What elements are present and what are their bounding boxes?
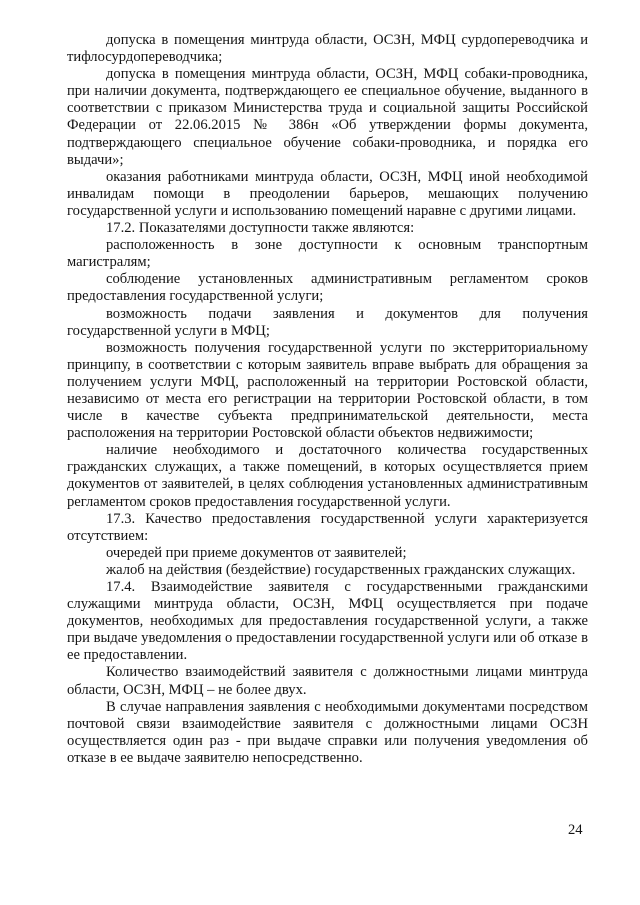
- paragraph-13: 17.4. Взаимодействие заявителя с государственными гражданскими служащими минтруда области, ОСЗН, МФЦ осуществляется при подаче документов, необходимых для предоставления государственной услуги, а также при выдаче уведомления о предоставлении государственной услуги или об отказе в ее предоставлении.: [67, 579, 588, 664]
- paragraph-2: допуска в помещения минтруда области, ОСЗН, МФЦ собаки-проводника, при наличии документа, подтверждающего ее специальное обучение, выданного в соответствии с приказом Министерства труда и социальной защиты Российской Федерации от 22.06.2015 № 386н «Об утверждении формы документа, подтверждающего специальное обучение собаки-проводника, и порядка его выдачи»;: [67, 66, 588, 168]
- paragraph-15: В случае направления заявления с необходимыми документами посредством почтовой связи взаимодействие заявителя с должностными лицами ОСЗН осуществляется один раз - при выдаче справки или получения уведомления об отказе в ее выдаче заявителю непосредственно.: [67, 698, 588, 766]
- paragraph-9: наличие необходимого и достаточного количества государственных гражданских служащих, а также помещений, в которых осуществляется прием документов от заявителей, в целях соблюдения установленных административным регламентом сроков предоставления государственной услуги.: [67, 442, 588, 510]
- paragraph-8: возможность получения государственной услуги по экстерриториальному принципу, в соответствии с которым заявитель вправе выбрать для обращения за получением услуги МФЦ, расположенный на территории Ростовской области, независимо от места его регистрации на территории Ростовской области, в том числе в качестве субъекта предпринимательской деятельности, места расположения на территории Ростовской области объектов недвижимости;: [67, 339, 588, 442]
- paragraph-3: оказания работниками минтруда области, ОСЗН, МФЦ иной необходимой инвалидам помощи в преодолении барьеров, мешающих получению государственной услуги и использованию помещений наравне с другими лицами.: [67, 168, 588, 219]
- paragraph-12: жалоб на действия (бездействие) государственных гражданских служащих.: [106, 561, 576, 578]
- paragraph-14: Количество взаимодействий заявителя с должностными лицами минтруда области, ОСЗН, МФЦ – не более двух.: [67, 664, 588, 698]
- paragraph-5: расположенность в зоне доступности к основным транспортным магистралям;: [67, 237, 588, 271]
- page-number: 24: [568, 822, 583, 838]
- paragraph-10: 17.3. Качество предоставления государственной услуги характеризуется отсутствием:: [67, 510, 588, 544]
- paragraph-6: соблюдение установленных административным регламентом сроков предоставления государственной услуги;: [67, 271, 588, 305]
- document-body: [67, 32, 588, 767]
- paragraph-7: возможность подачи заявления и документов для получения государственной услуги в МФЦ;: [67, 305, 588, 339]
- paragraph-11: очередей при приеме документов от заявителей;: [106, 544, 407, 561]
- paragraph-4: 17.2. Показателями доступности также являются:: [106, 220, 415, 237]
- paragraph-1: допуска в помещения минтруда области, ОСЗН, МФЦ сурдопереводчика и тифлосурдопереводчика;: [67, 32, 588, 66]
